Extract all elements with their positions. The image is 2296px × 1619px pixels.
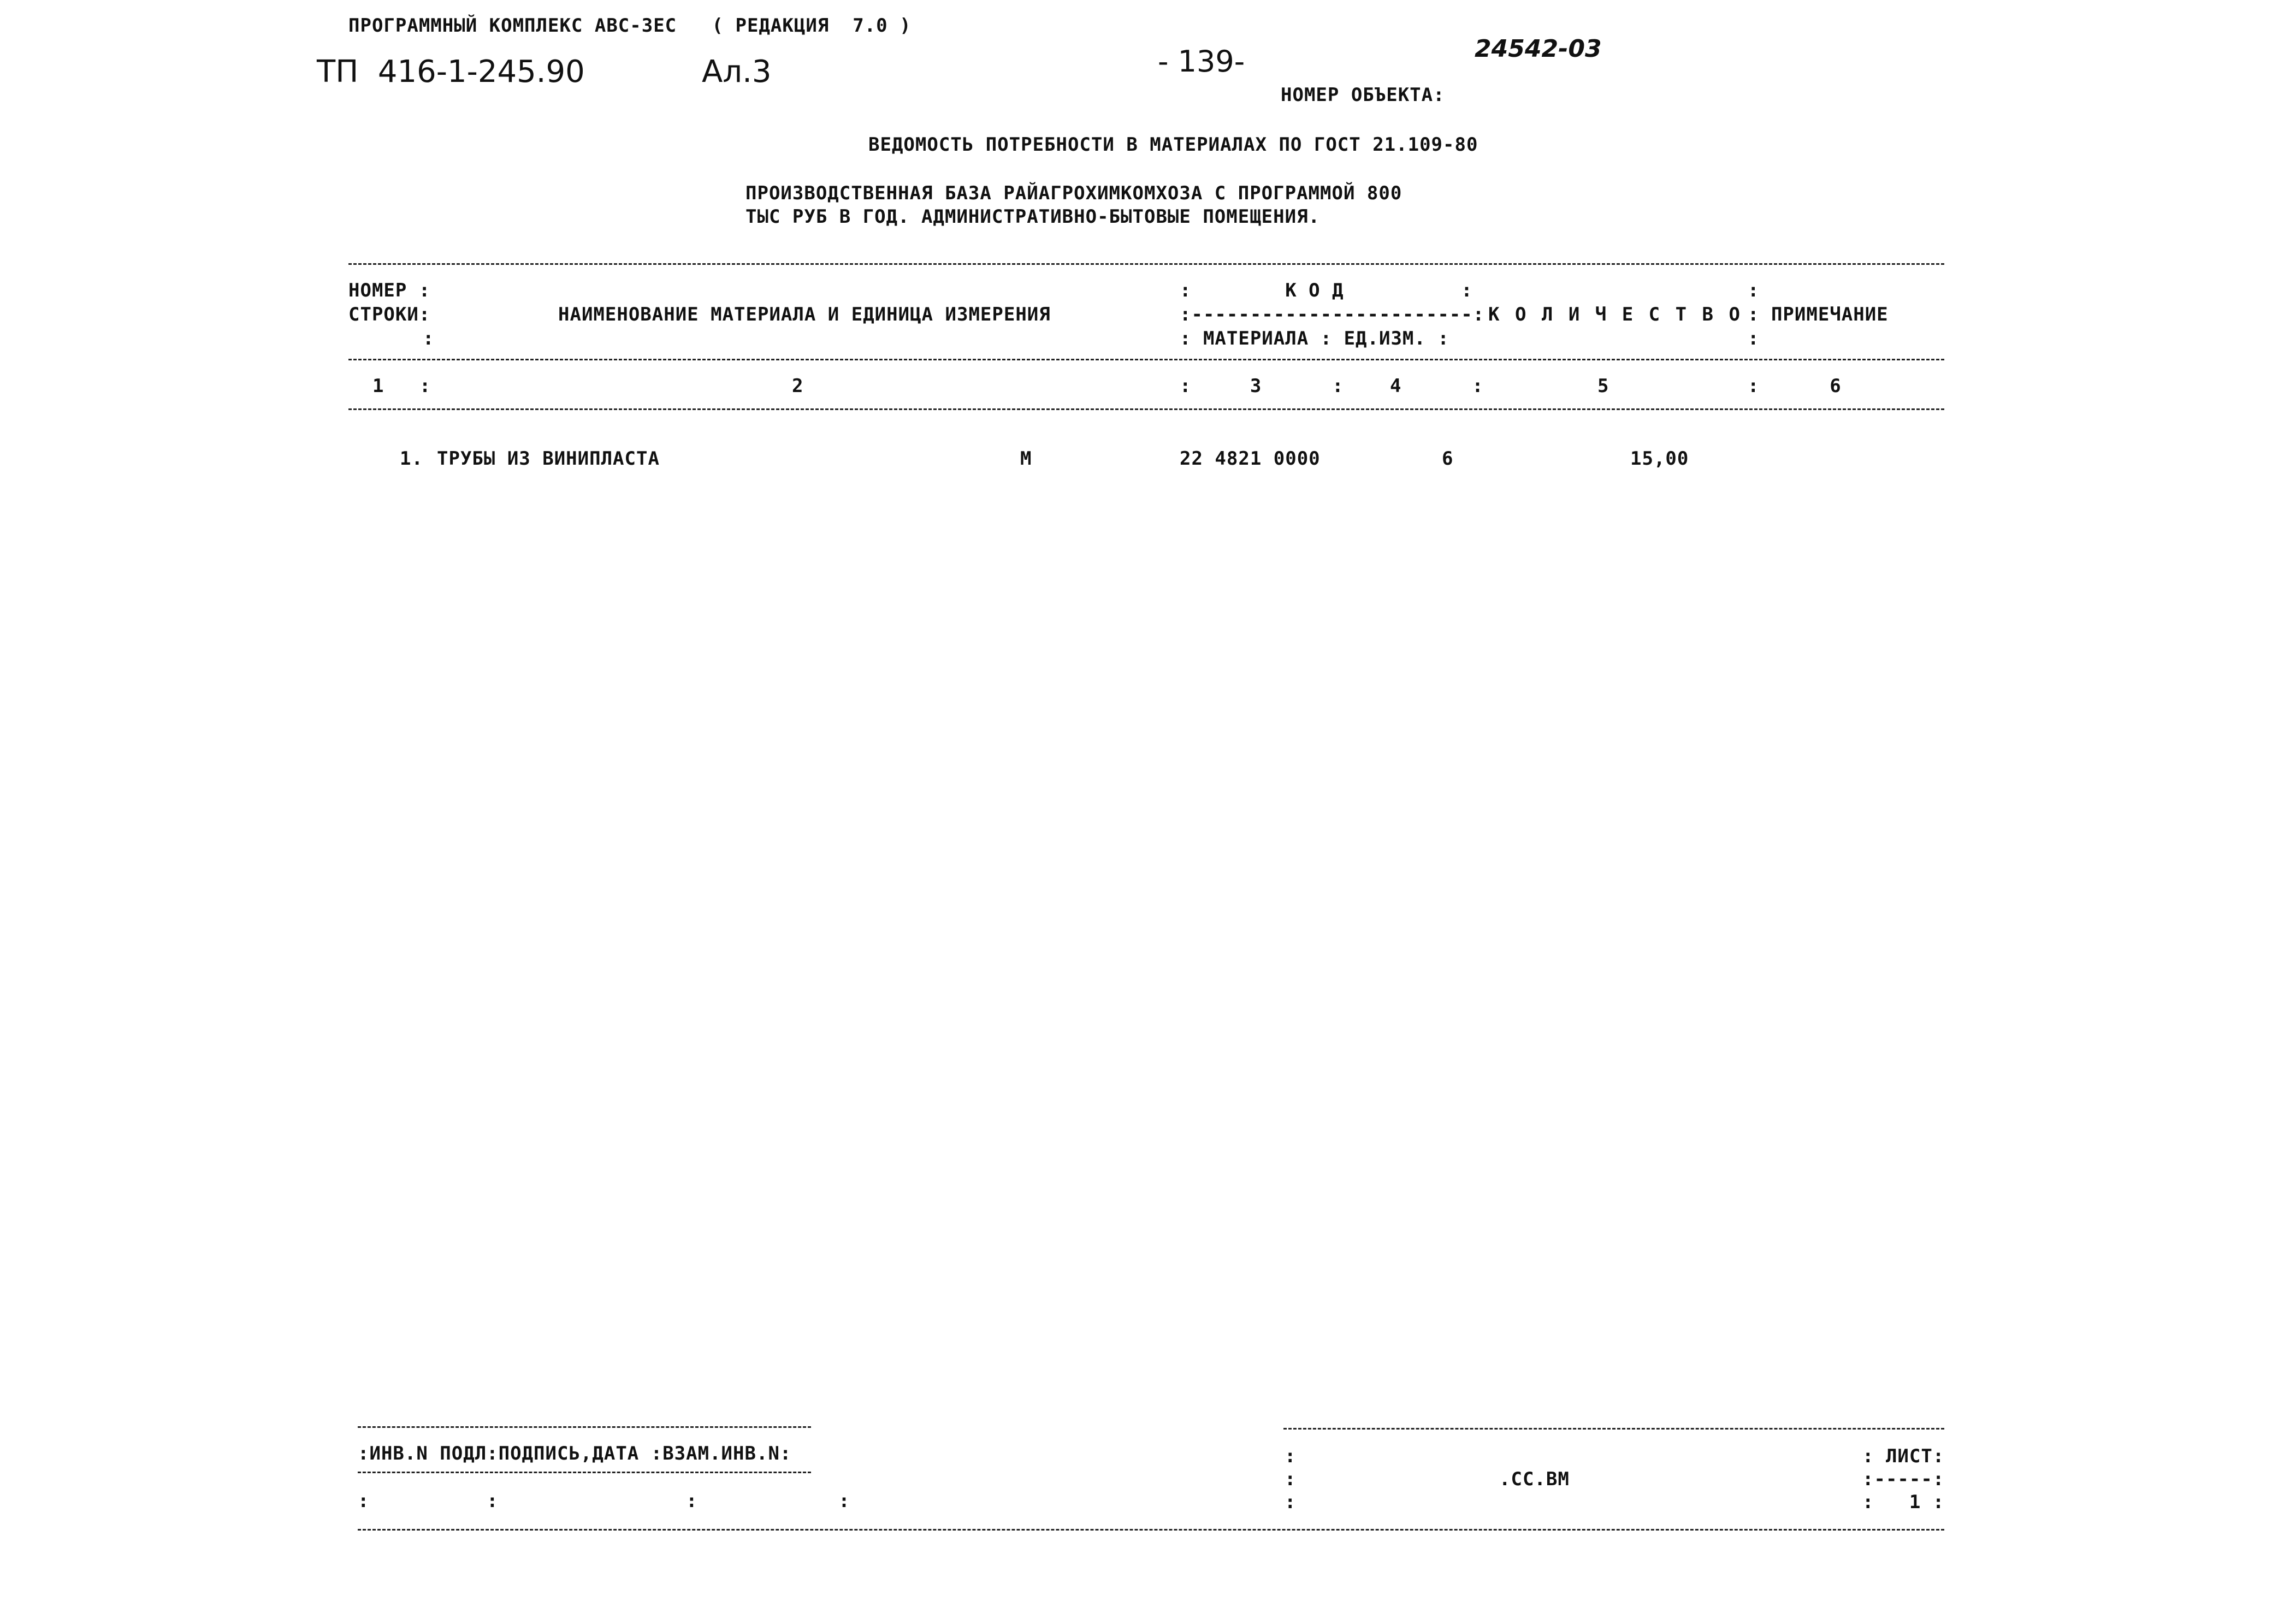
stamp-top-rule: [358, 1426, 811, 1428]
material-code: 22 4821 0000: [1180, 448, 1321, 470]
stamp-middle-rule: [358, 1472, 811, 1473]
table-column-numbers-rule: [348, 408, 1944, 410]
sheet-number: : 1 :: [1862, 1491, 1945, 1513]
material-name: ТРУБЫ ИЗ ВИНИПЛАСТА: [437, 448, 660, 470]
document-subtitle-line2: ТЫС РУБ В ГОД. АДМИНИСТРАТИВНО-БЫТОВЫЕ ПОМЕЩЕНИЯ.: [745, 206, 1321, 228]
table-top-rule: [348, 263, 1944, 265]
document-title: ВЕДОМОСТЬ ПОТРЕБНОСТИ В МАТЕРИАЛАХ ПО ГОСТ 21.109-80: [868, 134, 1478, 156]
note-header: : ПРИМЕЧАНИЕ: [1748, 304, 1889, 325]
unit-code: 6: [1442, 448, 1454, 470]
sheet-label: : ЛИСТ:: [1862, 1445, 1945, 1467]
material-name-header: НАИМЕНОВАНИЕ МАТЕРИАЛА И ЕДИНИЦА ИЗМЕРЕНИЯ: [558, 304, 1051, 325]
inventory-number: 24542-03: [1475, 35, 1602, 63]
quantity-value: 15,00: [1630, 448, 1689, 470]
row-number-header-line2: СТРОКИ:: [348, 304, 431, 325]
title-block-separator: :: [1285, 1491, 1297, 1513]
measure-unit: М: [1020, 448, 1032, 470]
table-header-rule: [348, 359, 1944, 360]
column-number-2: 2: [792, 375, 804, 397]
column-number-5: 5: [1597, 375, 1609, 397]
sheet-separator: :-----:: [1862, 1468, 1945, 1490]
code-group-header: : К О Д :: [1180, 280, 1473, 301]
column-number-6: : 6: [1748, 375, 1842, 397]
program-line: ПРОГРАММНЫЙ КОМПЛЕКС АВС-3ЕС ( РЕДАКЦИЯ 7.0 ): [348, 15, 912, 37]
object-number-label: НОМЕР ОБЪЕКТА:: [1281, 84, 1445, 106]
document-subtitle-line1: ПРОИЗВОДСТВЕННАЯ БАЗА РАЙАГРОХИМКОМХОЗА С ПРОГРАММОЙ 800: [745, 182, 1403, 204]
column-number-1: 1 :: [372, 375, 431, 397]
quantity-header: К О Л И Ч Е С Т В О: [1488, 304, 1742, 325]
row-number-header-line1: НОМЕР :: [348, 280, 431, 301]
column-number-3: : 3 :: [1180, 375, 1344, 397]
row-number-header-line3: :: [423, 328, 435, 349]
code-group-divider: :------------------------:: [1180, 304, 1485, 325]
stamp-header: :ИНВ.N ПОДЛ:ПОДПИСЬ,ДАТА :ВЗАМ.ИНВ.N:: [358, 1443, 792, 1464]
note-header-separator: :: [1748, 328, 1760, 349]
block-mark: .СС.ВМ: [1499, 1468, 1570, 1490]
page-number: - 139-: [1158, 44, 1245, 79]
stamp-cells: : : : :: [358, 1490, 850, 1512]
album-number: Ал.3: [702, 54, 772, 90]
title-block-separator: :: [1285, 1468, 1297, 1490]
quantity-header-separator: :: [1748, 280, 1760, 301]
code-subheaders: : МАТЕРИАЛА : ЕД.ИЗМ. :: [1180, 328, 1449, 349]
title-block-separator: :: [1285, 1445, 1297, 1467]
row-index: 1.: [400, 448, 423, 470]
column-number-4: 4 :: [1390, 375, 1484, 397]
title-block-top-rule: [1283, 1428, 1944, 1430]
footer-bottom-rule: [358, 1529, 1944, 1531]
document-code: ТП 416-1-245.90: [317, 54, 585, 90]
